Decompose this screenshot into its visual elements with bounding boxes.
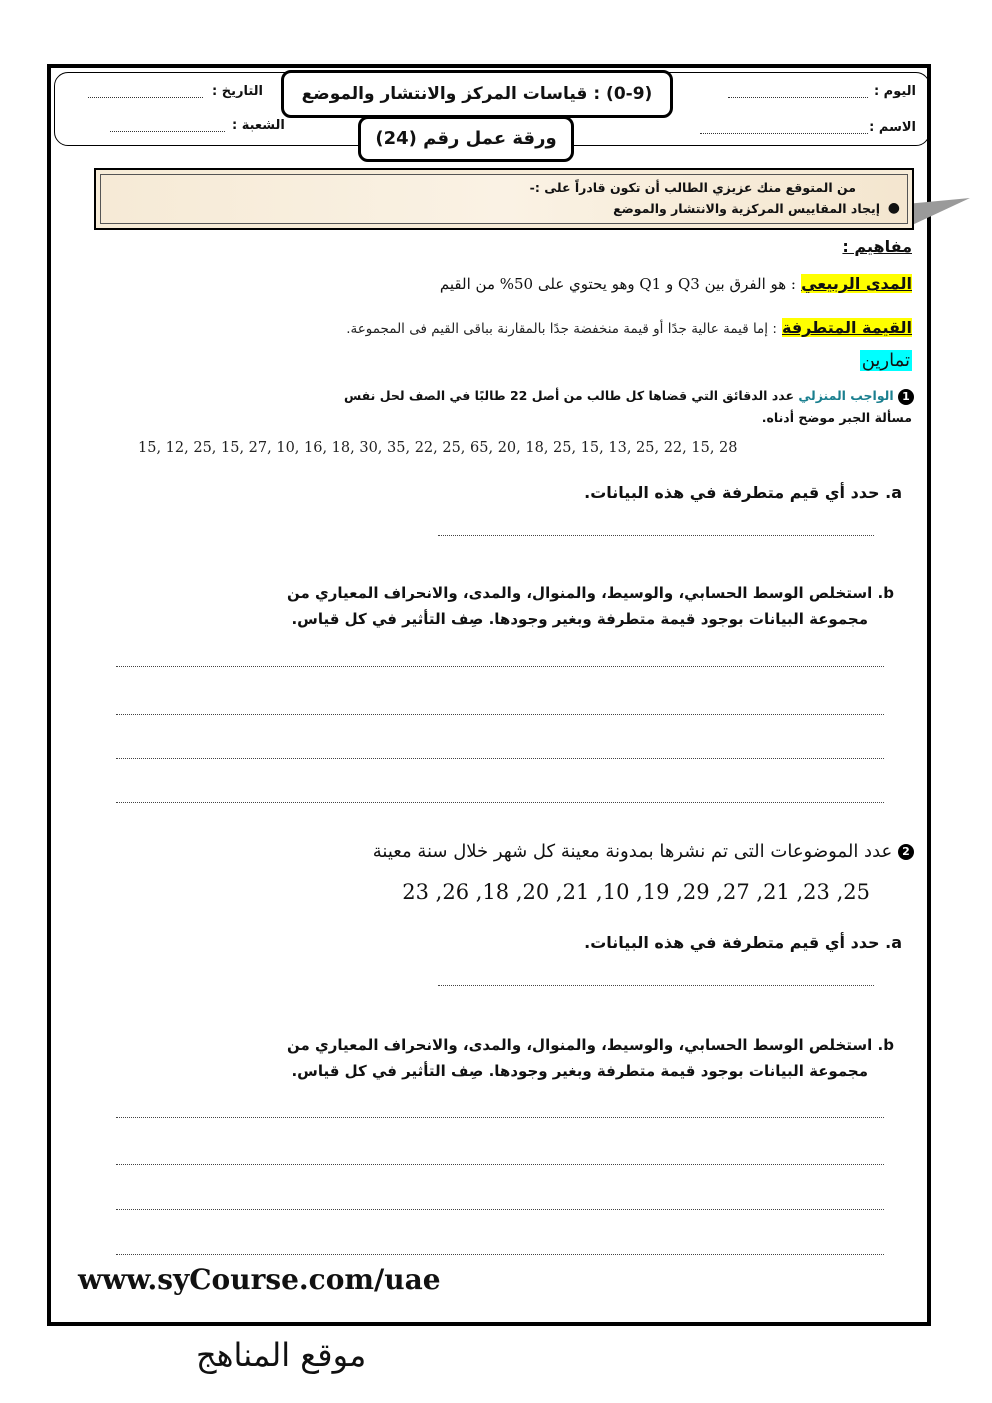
- answer-line[interactable]: [116, 1254, 884, 1255]
- iqr-term: المدى الربيعي: [801, 274, 912, 293]
- iqr-definition: : هو الفرق بين Q3 و Q1 وهو يحتوي على 50% من القيم: [439, 275, 796, 293]
- answer-line[interactable]: [438, 535, 874, 536]
- exercise-2-part-a: a. حدد أي قيم متطرفة في هذه البيانات.: [584, 933, 902, 952]
- worksheet-number: ورقة عمل رقم (24): [358, 116, 574, 162]
- exercise-2-text: عدد الموضوعات التى تم نشرها بمدونة معينة كل شهر خلال سنة معينة: [372, 841, 893, 862]
- exercise-1-part-a: a. حدد أي قيم متطرفة في هذه البيانات.: [584, 483, 902, 502]
- outlier-row: [346, 318, 912, 337]
- exercise-1-part-b-1: b. استخلص الوسط الحسابي، والوسيط، والمنوال، والمدى، والانحراف المعياري من: [287, 584, 894, 602]
- exercise-1-data: 15, 12, 25, 15, 27, 10, 16, 18, 30, 35, 22, 25, 65, 20, 18, 25, 15, 13, 25, 22, 15, 28: [138, 440, 738, 456]
- answer-line[interactable]: [116, 758, 884, 759]
- exercise-2-line: [373, 841, 914, 862]
- exercise-2-part-b-2: مجموعة البيانات بوجود قيمة متطرفة وبغير وجودها. صِف التأثير في كل قياس.: [291, 1062, 868, 1080]
- exercise-1-part-b-2: مجموعة البيانات بوجود قيمة متطرفة وبغير وجودها. صِف التأثير في كل قياس.: [291, 610, 868, 628]
- goals-intro: من المتوقع منك عزيزي الطالب أن تكون قادراً على :-: [529, 180, 856, 195]
- day-label: اليوم :: [873, 84, 916, 99]
- iqr-row: [440, 274, 912, 293]
- section-label: الشعبة :: [232, 118, 285, 133]
- goals-item: إيجاد المقاييس المركزية والانتشار والموضع: [613, 201, 880, 216]
- answer-line[interactable]: [116, 666, 884, 667]
- outlier-definition: : إما قيمة عالية جدًا أو قيمة منخفضة جدًا بالمقارنة بباقى القيم فى المجموعة.: [346, 321, 777, 337]
- goals-box: [94, 168, 914, 230]
- day-field[interactable]: [728, 97, 868, 98]
- page-frame: [47, 64, 931, 1326]
- date-field[interactable]: [88, 97, 203, 98]
- answer-line[interactable]: [116, 802, 884, 803]
- website-url[interactable]: www.syCourse.com/uae: [78, 1263, 441, 1296]
- answer-line[interactable]: [116, 714, 884, 715]
- name-label: الاسم :: [869, 120, 916, 135]
- exercise-2-number: 2: [898, 844, 914, 860]
- lesson-title: (0-9) : قياسات المركز والانتشار والموضع: [281, 70, 673, 118]
- exercise-1-text-2: مسألة الجبر موضح أدناه.: [761, 410, 912, 425]
- section-field[interactable]: [110, 131, 225, 132]
- answer-line[interactable]: [116, 1117, 884, 1118]
- answer-line[interactable]: [116, 1164, 884, 1165]
- exercise-1-line-1: [344, 388, 914, 405]
- exercise-1-text-1: عدد الدقائق التي قضاها كل طالب من أصل 22 طالبًا في الصف لحل نفس: [344, 388, 794, 403]
- answer-line[interactable]: [438, 985, 874, 986]
- exercise-2-part-b-1: b. استخلص الوسط الحسابي، والوسيط، والمنوال، والمدى، والانحراف المعياري من: [287, 1036, 894, 1054]
- exercises-heading: تمارين: [861, 350, 910, 371]
- exercise-2-data: 25, 23, 21, 27, 29, 19, 10, 21, 20, 18, 26, 23: [402, 880, 870, 904]
- name-field[interactable]: [700, 133, 868, 134]
- site-name: موقع المناهج: [196, 1336, 367, 1374]
- exercise-1-number: 1: [898, 389, 914, 405]
- answer-line[interactable]: [116, 1209, 884, 1210]
- bullet-icon: ●: [887, 200, 900, 216]
- outlier-term: القيمة المتطرفة: [781, 318, 912, 337]
- exercise-1-lead: الواجب المنزلي: [798, 388, 894, 403]
- date-label: التاريخ :: [212, 84, 263, 99]
- concepts-heading: مفاهيم :: [842, 237, 912, 256]
